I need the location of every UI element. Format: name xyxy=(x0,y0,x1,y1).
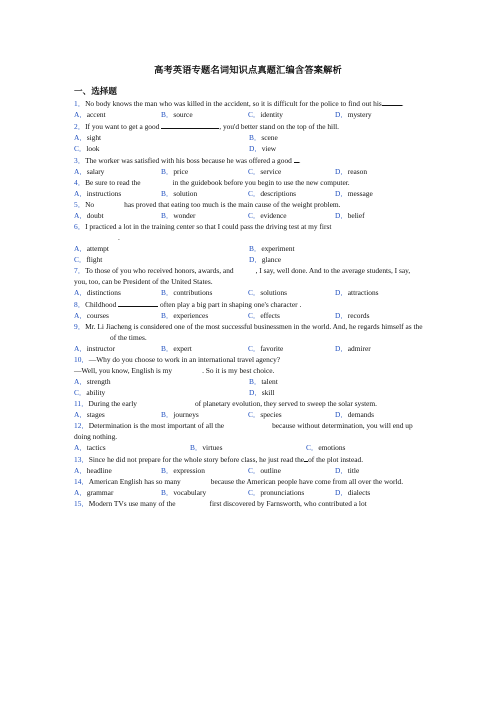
question-3 xyxy=(74,154,424,177)
question-stem xyxy=(74,298,424,310)
option-letter: D． xyxy=(335,466,348,475)
option-d[interactable] xyxy=(335,310,422,321)
option-text: records xyxy=(347,311,370,320)
option-d[interactable] xyxy=(335,487,422,498)
question-stem xyxy=(74,154,424,166)
option-d[interactable] xyxy=(249,254,424,265)
stem-text: Determination is the most important of all the xyxy=(88,421,225,430)
option-a[interactable] xyxy=(74,210,161,221)
option-text: demands xyxy=(347,410,375,419)
option-text: instructions xyxy=(86,189,122,198)
question-stem xyxy=(74,321,424,343)
question-9 xyxy=(74,321,424,354)
option-letter: A． xyxy=(74,488,87,497)
option-text: view xyxy=(261,144,277,153)
option-letter: D． xyxy=(335,189,348,198)
option-letter: A． xyxy=(74,344,87,353)
option-letter: B． xyxy=(190,443,203,452)
option-letter: C． xyxy=(248,211,261,220)
question-1 xyxy=(74,97,424,120)
option-text: instructor xyxy=(86,344,116,353)
option-c[interactable] xyxy=(74,143,249,154)
option-b[interactable] xyxy=(249,243,424,254)
stem-text: . xyxy=(118,233,120,242)
option-b[interactable] xyxy=(161,465,248,476)
option-b[interactable] xyxy=(161,287,248,298)
option-d[interactable] xyxy=(335,166,422,177)
options-row xyxy=(74,188,424,199)
option-c[interactable] xyxy=(248,343,335,354)
option-text: experiences xyxy=(173,311,209,320)
option-text: species xyxy=(260,410,282,419)
options-row xyxy=(74,109,424,120)
option-letter: B． xyxy=(161,189,174,198)
option-a[interactable] xyxy=(74,343,161,354)
option-text: ability xyxy=(86,388,106,397)
question-number: 9． xyxy=(74,322,86,331)
option-letter: A． xyxy=(74,466,87,475)
option-text: accent xyxy=(86,110,106,119)
option-c[interactable] xyxy=(248,166,335,177)
stem-text: No body knows the man who was killed in the accident, so it is difficult for the police to find out his xyxy=(85,99,382,108)
option-text: outline xyxy=(260,466,281,475)
options-row xyxy=(74,287,424,298)
option-d[interactable] xyxy=(335,287,422,298)
option-letter: B． xyxy=(161,488,174,497)
option-letter: D． xyxy=(335,311,348,320)
question-15 xyxy=(74,498,424,509)
stem-text: Modern TVs use many of the xyxy=(88,499,176,508)
question-stem xyxy=(74,476,424,487)
option-letter: B． xyxy=(161,211,174,220)
question-stem xyxy=(74,354,424,376)
option-a[interactable] xyxy=(74,465,161,476)
option-letter: B． xyxy=(161,311,174,320)
options-row xyxy=(74,442,424,453)
option-text: skill xyxy=(261,388,275,397)
option-a[interactable] xyxy=(74,376,249,387)
option-d[interactable] xyxy=(335,409,422,420)
stem-text: because without determination, you will end up doing nothing. xyxy=(74,421,413,441)
option-letter: D． xyxy=(249,255,262,264)
option-b[interactable] xyxy=(161,166,248,177)
question-stem xyxy=(74,453,424,465)
option-b[interactable] xyxy=(161,109,248,120)
option-b[interactable] xyxy=(161,188,248,199)
option-letter: D． xyxy=(335,288,348,297)
stem-text: has proved that eating too much is the main cause of the weight problem. xyxy=(124,200,341,209)
stem-text: of planetary evolution, they served to sweep the solar system. xyxy=(194,399,378,408)
option-letter: D． xyxy=(335,488,348,497)
options-row xyxy=(74,487,424,498)
option-letter: C． xyxy=(248,466,261,475)
options-row xyxy=(74,409,424,420)
option-text: attempt xyxy=(86,244,109,253)
option-text: solution xyxy=(173,189,198,198)
options-row xyxy=(74,376,424,387)
question-number: 13． xyxy=(74,455,89,464)
stem-text: Mr. Li Jiacheng is considered one of the most successful businessmen in the world. And, he regards himself as the xyxy=(85,322,423,331)
option-text: reason xyxy=(347,167,368,176)
option-letter: D． xyxy=(335,110,348,119)
options-row xyxy=(74,166,424,177)
options-row xyxy=(74,143,424,154)
option-text: expert xyxy=(173,344,192,353)
stem-text: . xyxy=(401,99,404,108)
option-letter: B． xyxy=(161,288,174,297)
option-text: pronunciations xyxy=(260,488,305,497)
option-d[interactable] xyxy=(249,387,424,398)
option-text: experiment xyxy=(261,244,295,253)
stem-text: To those of you who received honors, awards, and xyxy=(85,266,234,275)
option-c[interactable] xyxy=(306,442,422,453)
option-d[interactable] xyxy=(335,465,422,476)
stem-text: in the guidebook before you begin to use the new computer. xyxy=(172,178,350,187)
option-letter: A． xyxy=(74,377,87,386)
option-a[interactable] xyxy=(74,442,190,453)
option-text: dialects xyxy=(347,488,371,497)
option-text: virtues xyxy=(202,443,223,452)
option-letter: B． xyxy=(249,133,262,142)
option-letter: D． xyxy=(335,211,348,220)
question-stem xyxy=(74,265,424,287)
option-text: journeys xyxy=(173,410,199,419)
option-text: doubt xyxy=(86,211,104,220)
stem-text: —Well, you know, English is my xyxy=(74,366,173,375)
option-text: look xyxy=(86,144,100,153)
option-letter: A． xyxy=(74,244,87,253)
option-d[interactable] xyxy=(335,188,422,199)
option-letter: B． xyxy=(161,167,174,176)
option-text: price xyxy=(173,167,189,176)
question-stem xyxy=(74,420,424,442)
question-stem xyxy=(74,97,424,109)
option-text: service xyxy=(260,167,282,176)
page-title: 高考英语专题名词知识点真题汇编含答案解析 xyxy=(154,65,342,75)
answer-blank xyxy=(382,97,402,106)
option-c[interactable] xyxy=(248,287,335,298)
option-letter: B． xyxy=(161,466,174,475)
option-a[interactable] xyxy=(74,310,161,321)
option-letter: C． xyxy=(248,288,261,297)
option-letter: B． xyxy=(161,410,174,419)
option-letter: A． xyxy=(74,133,87,142)
question-4 xyxy=(74,177,424,199)
option-letter: A． xyxy=(74,311,87,320)
option-b[interactable] xyxy=(249,132,424,143)
question-number: 11． xyxy=(74,399,89,408)
option-c[interactable] xyxy=(248,109,335,120)
stem-text: No xyxy=(85,200,95,209)
option-letter: A． xyxy=(74,410,87,419)
question-12 xyxy=(74,420,424,453)
option-text: stages xyxy=(86,410,105,419)
option-c[interactable] xyxy=(248,487,335,498)
question-10 xyxy=(74,354,424,398)
option-letter: B． xyxy=(161,110,174,119)
options-row xyxy=(74,387,424,398)
option-c[interactable] xyxy=(74,254,249,265)
section-heading: 一、选择题 xyxy=(74,86,117,96)
question-7 xyxy=(74,265,424,298)
option-text: flight xyxy=(86,255,103,264)
option-a[interactable] xyxy=(74,188,161,199)
stem-text: Be sure to read the xyxy=(85,178,141,187)
stem-text: During the early xyxy=(88,399,137,408)
stem-text: , you'd better stand on the top of the hill. xyxy=(219,122,340,131)
option-letter: C． xyxy=(74,388,87,397)
option-a[interactable] xyxy=(74,132,249,143)
option-text: vocabulary xyxy=(173,488,207,497)
options-row xyxy=(74,310,424,321)
question-6 xyxy=(74,221,424,265)
option-b[interactable] xyxy=(161,343,248,354)
option-text: grammar xyxy=(86,488,114,497)
option-text: admirer xyxy=(347,344,371,353)
question-number: 15． xyxy=(74,499,89,508)
option-d[interactable] xyxy=(249,143,424,154)
option-text: identity xyxy=(260,110,283,119)
option-letter: A． xyxy=(74,167,87,176)
option-text: tactics xyxy=(86,443,106,452)
option-letter: D． xyxy=(249,388,262,397)
option-c[interactable] xyxy=(74,387,249,398)
answer-blank xyxy=(118,298,158,307)
question-number: 5． xyxy=(74,200,86,209)
option-text: evidence xyxy=(260,211,287,220)
question-number: 3． xyxy=(74,156,86,165)
stem-text: Since he did not prepare for the whole story before class, he just read the xyxy=(88,455,305,464)
option-text: contributions xyxy=(173,288,213,297)
option-text: scene xyxy=(261,133,278,142)
option-letter: D． xyxy=(335,410,348,419)
question-number: 1． xyxy=(74,99,86,108)
options-row xyxy=(74,343,424,354)
option-text: attractions xyxy=(347,288,379,297)
stem-text: often play a big part in shaping one's character . xyxy=(160,300,302,309)
question-2 xyxy=(74,120,424,154)
question-number: 12． xyxy=(74,421,89,430)
stem-text: because the American people have come from all over the world. xyxy=(210,477,404,486)
option-b[interactable] xyxy=(161,409,248,420)
option-b[interactable] xyxy=(190,442,306,453)
option-letter: C． xyxy=(248,410,261,419)
question-number: 8． xyxy=(74,300,86,309)
stem-text: —Why do you choose to work in an international travel agency? xyxy=(88,355,281,364)
question-stem xyxy=(74,199,424,210)
question-number: 2． xyxy=(74,122,86,131)
option-letter: C． xyxy=(306,443,319,452)
option-c[interactable] xyxy=(248,310,335,321)
option-text: glance xyxy=(261,255,282,264)
options-row xyxy=(74,243,424,254)
option-c[interactable] xyxy=(248,210,335,221)
option-b[interactable] xyxy=(161,210,248,221)
option-a[interactable] xyxy=(74,409,161,420)
option-letter: C． xyxy=(248,167,261,176)
option-letter: B． xyxy=(249,244,262,253)
stem-text: first discovered by Farnsworth, who contributed a lot xyxy=(209,499,367,508)
option-a[interactable] xyxy=(74,243,249,254)
option-b[interactable] xyxy=(161,310,248,321)
question-number: 10． xyxy=(74,355,89,364)
option-d[interactable] xyxy=(335,343,422,354)
option-letter: D． xyxy=(335,167,348,176)
question-number: 4． xyxy=(74,178,86,187)
option-text: mystery xyxy=(347,110,372,119)
options-row xyxy=(74,465,424,476)
option-c[interactable] xyxy=(248,188,335,199)
option-text: source xyxy=(173,110,193,119)
option-letter: C． xyxy=(74,144,87,153)
option-text: courses xyxy=(86,311,109,320)
option-text: talent xyxy=(261,377,278,386)
option-letter: C． xyxy=(248,110,261,119)
option-text: solutions xyxy=(260,288,288,297)
option-text: sight xyxy=(86,133,102,142)
option-letter: A． xyxy=(74,288,87,297)
option-text: distinctions xyxy=(86,288,121,297)
stem-text: . So it is my best choice. xyxy=(202,366,275,375)
option-text: descriptions xyxy=(260,189,297,198)
option-letter: C． xyxy=(248,311,261,320)
option-letter: C． xyxy=(74,255,87,264)
option-text: effects xyxy=(260,311,280,320)
stem-text: Childhood xyxy=(85,300,117,309)
option-letter: D． xyxy=(335,344,348,353)
question-list xyxy=(74,97,424,509)
option-text: message xyxy=(347,189,373,198)
question-stem xyxy=(74,498,424,509)
option-text: salary xyxy=(86,167,105,176)
question-13 xyxy=(74,453,424,476)
question-5 xyxy=(74,199,424,221)
option-letter: B． xyxy=(161,344,174,353)
option-letter: A． xyxy=(74,189,87,198)
question-number: 14． xyxy=(74,477,89,486)
option-a[interactable] xyxy=(74,487,161,498)
stem-text: I practiced a lot in the training center so that I could pass the driving test at my first xyxy=(85,222,332,231)
stem-text: . xyxy=(298,156,301,165)
option-letter: B． xyxy=(249,377,262,386)
options-row xyxy=(74,254,424,265)
stem-text: , I say, well done. And to the average students, I say, you, too, can be President of the United States. xyxy=(74,266,411,286)
question-stem xyxy=(74,120,424,132)
option-letter: C． xyxy=(248,488,261,497)
question-11 xyxy=(74,398,424,420)
question-8 xyxy=(74,298,424,321)
option-text: emotions xyxy=(318,443,346,452)
question-stem xyxy=(74,177,424,188)
question-number: 7． xyxy=(74,266,86,275)
option-b[interactable] xyxy=(249,376,424,387)
option-text: title xyxy=(347,466,360,475)
option-a[interactable] xyxy=(74,109,161,120)
option-a[interactable] xyxy=(74,287,161,298)
option-d[interactable] xyxy=(335,109,422,120)
question-stem xyxy=(74,221,424,243)
option-text: wonder xyxy=(173,211,196,220)
option-text: strength xyxy=(86,377,111,386)
option-letter: D． xyxy=(249,144,262,153)
answer-blank xyxy=(161,120,219,129)
option-letter: A． xyxy=(74,443,87,452)
option-d[interactable] xyxy=(335,210,422,221)
option-letter: C． xyxy=(248,189,261,198)
question-14 xyxy=(74,476,424,498)
options-row xyxy=(74,210,424,221)
question-number: 6． xyxy=(74,222,86,231)
option-text: belief xyxy=(347,211,365,220)
question-stem xyxy=(74,398,424,409)
option-a[interactable] xyxy=(74,166,161,177)
option-letter: A． xyxy=(74,110,87,119)
stem-text: American English has so many xyxy=(88,477,181,486)
option-text: headline xyxy=(86,466,112,475)
stem-text: The worker was satisfied with his boss because he was offered a good xyxy=(85,156,292,165)
stem-text: of the times. xyxy=(110,333,147,342)
option-b[interactable] xyxy=(161,487,248,498)
option-c[interactable] xyxy=(248,465,335,476)
option-text: expression xyxy=(173,466,205,475)
stem-text: of the plot instead. xyxy=(308,455,364,464)
option-text: favorite xyxy=(260,344,284,353)
option-letter: A． xyxy=(74,211,87,220)
option-c[interactable] xyxy=(248,409,335,420)
option-letter: C． xyxy=(248,344,261,353)
stem-text: If you want to get a good xyxy=(85,122,160,131)
options-row xyxy=(74,132,424,143)
